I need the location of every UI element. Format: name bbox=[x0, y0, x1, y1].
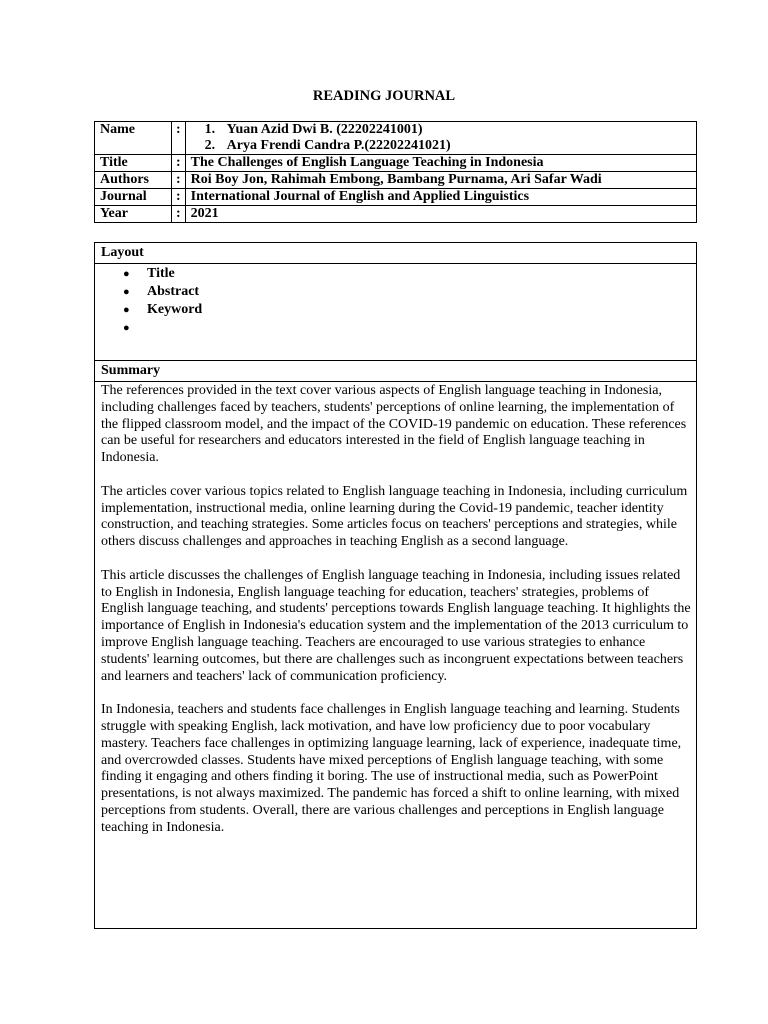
title-label: Title bbox=[95, 155, 172, 172]
name-value bbox=[185, 122, 696, 155]
authors-value: Roi Boy Jon, Rahimah Embong, Bambang Purnama, Ari Safar Wadi bbox=[185, 172, 696, 189]
info-row-title bbox=[95, 155, 697, 172]
layout-heading: Layout bbox=[95, 243, 696, 264]
layout-item bbox=[123, 265, 696, 283]
info-table bbox=[94, 121, 697, 223]
layout-item bbox=[123, 283, 696, 301]
layout-item-text: Keyword bbox=[147, 302, 203, 317]
colon: : bbox=[172, 189, 186, 206]
content-box bbox=[94, 242, 697, 929]
authors-label: Authors bbox=[95, 172, 172, 189]
info-row-journal bbox=[95, 189, 697, 206]
summary-paragraph: This article discusses the challenges of English language teaching in Indonesia, including issues related to English in Indonesia, English language teaching for education, teachers' strategies, problems of English language teaching, and students' perceptions towards English language teaching. It highlights the importance of English in Indonesia's education system and the implementation of the 2013 curriculum to improve English language teaching. Teachers are encouraged to use various strategies to enhance students' learning outcomes, but there are challenges such as incongruent expectations between teachers and learners and teachers' lack of communication proficiency. bbox=[101, 567, 691, 684]
info-row-year bbox=[95, 206, 697, 223]
colon: : bbox=[172, 122, 186, 155]
bullet-icon: ● bbox=[123, 268, 130, 280]
layout-item-text: Abstract bbox=[147, 284, 200, 299]
colon: : bbox=[172, 155, 186, 172]
bullet-icon: ● bbox=[123, 286, 130, 298]
summary-heading: Summary bbox=[95, 361, 696, 382]
year-value: 2021 bbox=[185, 206, 696, 223]
name-item: 1. Yuan Azid Dwi B. (22202241001) bbox=[219, 122, 691, 138]
page-title: READING JOURNAL bbox=[312, 88, 456, 104]
summary-paragraph: The articles cover various topics related to English language teaching in Indonesia, including curriculum implementation, instructional media, online learning during the Covid-19 pandemic, teacher identity construction, and teaching strategies. Some articles focus on teachers' perceptions and strategies, while others discuss challenges and approaches in teaching English as a second language. bbox=[101, 483, 688, 550]
layout-item bbox=[123, 301, 696, 319]
bullet-icon: ● bbox=[123, 322, 130, 334]
title-value: The Challenges of English Language Teaching in Indonesia bbox=[185, 155, 696, 172]
summary-section bbox=[95, 382, 696, 837]
journal-value: International Journal of English and Applied Linguistics bbox=[185, 189, 696, 206]
name-item: 2. Arya Frendi Candra P.(22202241021) bbox=[219, 138, 691, 154]
colon: : bbox=[172, 206, 186, 223]
year-label: Year bbox=[95, 206, 172, 223]
name-label: Name bbox=[95, 122, 172, 155]
info-row-authors bbox=[95, 172, 697, 189]
info-row-name bbox=[95, 122, 697, 155]
layout-item-text: Title bbox=[147, 266, 175, 281]
layout-section bbox=[95, 264, 696, 361]
names-list bbox=[191, 122, 691, 154]
summary-paragraph: The references provided in the text cover various aspects of English language teaching in Indonesia, including challenges faced by teachers, students' perceptions of online learning, the implementation of the flipped classroom model, and the impact of the COVID-19 pandemic on education. These references can be useful for researchers and educators interested in the field of English language teaching in Indonesia. bbox=[101, 383, 687, 466]
colon: : bbox=[172, 172, 186, 189]
journal-label: Journal bbox=[95, 189, 172, 206]
bullet-icon: ● bbox=[123, 304, 130, 316]
summary-paragraph: In Indonesia, teachers and students face challenges in English language teaching and learning. Students struggle with speaking English, lack motivation, and have low proficiency due to poor vocabulary mastery. Teachers face challenges in optimizing language learning, lack of experience, inadequate time, and overcrowded classes. Students have mixed perceptions of English language teaching, with some finding it engaging and others finding it boring. The use of instructional media, such as PowerPoint presentations, is not always maximized. The pandemic has forced a shift to online learning, with mixed perceptions from students. Overall, there are various challenges and perceptions in English language teaching in Indonesia. bbox=[101, 702, 682, 835]
layout-list bbox=[95, 265, 696, 334]
